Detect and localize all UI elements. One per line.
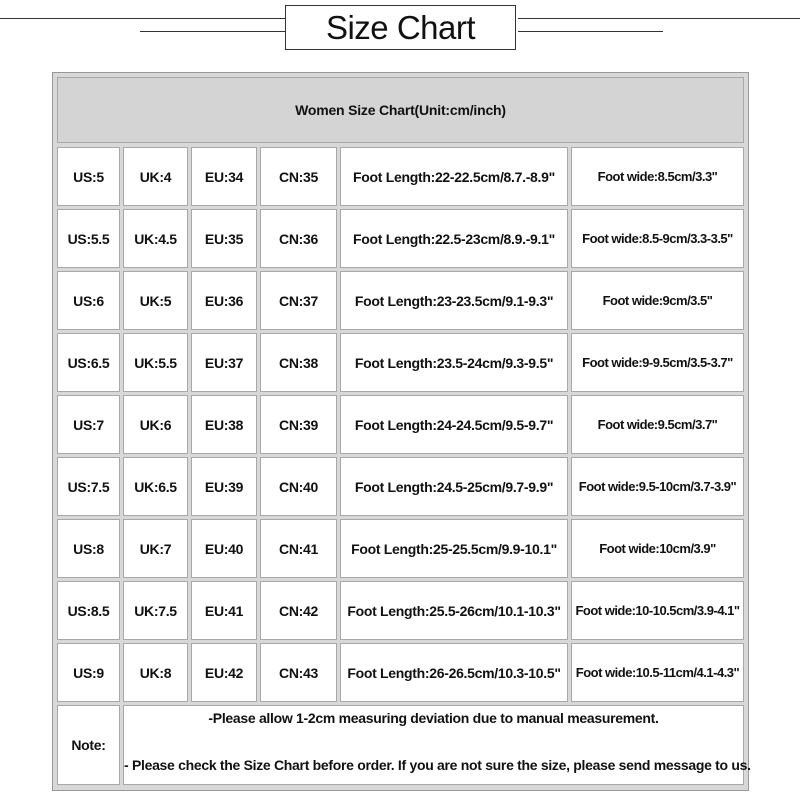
eu-size-cell: EU:37 bbox=[191, 333, 257, 392]
uk-size-cell: UK:7 bbox=[123, 519, 188, 578]
cn-size-cell: CN:40 bbox=[260, 457, 337, 516]
foot-width-cell: Foot wide:9.5cm/3.7" bbox=[571, 395, 744, 454]
cn-size-cell: CN:42 bbox=[260, 581, 337, 640]
uk-size-cell: UK:6.5 bbox=[123, 457, 188, 516]
foot-width-cell: Foot wide:9cm/3.5" bbox=[571, 271, 744, 330]
page-title: Size Chart bbox=[285, 5, 516, 50]
eu-size-cell: EU:42 bbox=[191, 643, 257, 702]
foot-length-cell: Foot Length:23-23.5cm/9.1-9.3" bbox=[340, 271, 568, 330]
foot-width-cell: Foot wide:8.5-9cm/3.3-3.5" bbox=[571, 209, 744, 268]
us-size-cell: US:7.5 bbox=[57, 457, 120, 516]
foot-width-cell: Foot wide:9-9.5cm/3.5-3.7" bbox=[571, 333, 744, 392]
us-size-cell: US:7 bbox=[57, 395, 120, 454]
foot-width-cell: Foot wide:10cm/3.9" bbox=[571, 519, 744, 578]
size-chart-table bbox=[52, 72, 749, 791]
foot-length-cell: Foot Length:23.5-24cm/9.3-9.5" bbox=[340, 333, 568, 392]
title-rule-left-top bbox=[0, 18, 285, 19]
title-rule-right-bottom bbox=[518, 31, 663, 32]
eu-size-cell: EU:39 bbox=[191, 457, 257, 516]
foot-length-cell: Foot Length:24.5-25cm/9.7-9.9" bbox=[340, 457, 568, 516]
us-size-cell: US:8.5 bbox=[57, 581, 120, 640]
foot-length-cell: Foot Length:22-22.5cm/8.7.-8.9" bbox=[340, 147, 568, 206]
cn-size-cell: CN:35 bbox=[260, 147, 337, 206]
cn-size-cell: CN:43 bbox=[260, 643, 337, 702]
foot-length-cell: Foot Length:25-25.5cm/9.9-10.1" bbox=[340, 519, 568, 578]
foot-width-cell: Foot wide:8.5cm/3.3" bbox=[571, 147, 744, 206]
uk-size-cell: UK:5.5 bbox=[123, 333, 188, 392]
us-size-cell: US:9 bbox=[57, 643, 120, 702]
us-size-cell: US:8 bbox=[57, 519, 120, 578]
cn-size-cell: CN:38 bbox=[260, 333, 337, 392]
us-size-cell: US:5.5 bbox=[57, 209, 120, 268]
eu-size-cell: EU:38 bbox=[191, 395, 257, 454]
eu-size-cell: EU:41 bbox=[191, 581, 257, 640]
uk-size-cell: UK:5 bbox=[123, 271, 188, 330]
title-rule-right-top bbox=[518, 18, 800, 19]
note-line-check: - Please check the Size Chart before order. If you are not sure the size, please send message to us. bbox=[124, 757, 751, 773]
foot-width-cell: Foot wide:10-10.5cm/3.9-4.1" bbox=[571, 581, 744, 640]
cn-size-cell: CN:41 bbox=[260, 519, 337, 578]
cn-size-cell: CN:37 bbox=[260, 271, 337, 330]
foot-length-cell: Foot Length:22.5-23cm/8.9.-9.1" bbox=[340, 209, 568, 268]
foot-width-cell: Foot wide:10.5-11cm/4.1-4.3" bbox=[571, 643, 744, 702]
foot-length-cell: Foot Length:25.5-26cm/10.1-10.3" bbox=[340, 581, 568, 640]
cn-size-cell: CN:39 bbox=[260, 395, 337, 454]
foot-width-cell: Foot wide:9.5-10cm/3.7-3.9" bbox=[571, 457, 744, 516]
cn-size-cell: CN:36 bbox=[260, 209, 337, 268]
title-rule-left-bottom bbox=[140, 31, 285, 32]
foot-length-cell: Foot Length:26-26.5cm/10.3-10.5" bbox=[340, 643, 568, 702]
eu-size-cell: EU:40 bbox=[191, 519, 257, 578]
uk-size-cell: UK:4 bbox=[123, 147, 188, 206]
us-size-cell: US:6.5 bbox=[57, 333, 120, 392]
table-header: Women Size Chart(Unit:cm/inch) bbox=[57, 77, 744, 143]
uk-size-cell: UK:6 bbox=[123, 395, 188, 454]
foot-length-cell: Foot Length:24-24.5cm/9.5-9.7" bbox=[340, 395, 568, 454]
uk-size-cell: UK:8 bbox=[123, 643, 188, 702]
uk-size-cell: UK:7.5 bbox=[123, 581, 188, 640]
eu-size-cell: EU:34 bbox=[191, 147, 257, 206]
note-body bbox=[123, 705, 751, 785]
us-size-cell: US:5 bbox=[57, 147, 120, 206]
note-line-measurement: -Please allow 1-2cm measuring deviation due to manual measurement. bbox=[208, 710, 659, 726]
us-size-cell: US:6 bbox=[57, 271, 120, 330]
eu-size-cell: EU:36 bbox=[191, 271, 257, 330]
eu-size-cell: EU:35 bbox=[191, 209, 257, 268]
note-label: Note: bbox=[57, 705, 120, 785]
uk-size-cell: UK:4.5 bbox=[123, 209, 188, 268]
